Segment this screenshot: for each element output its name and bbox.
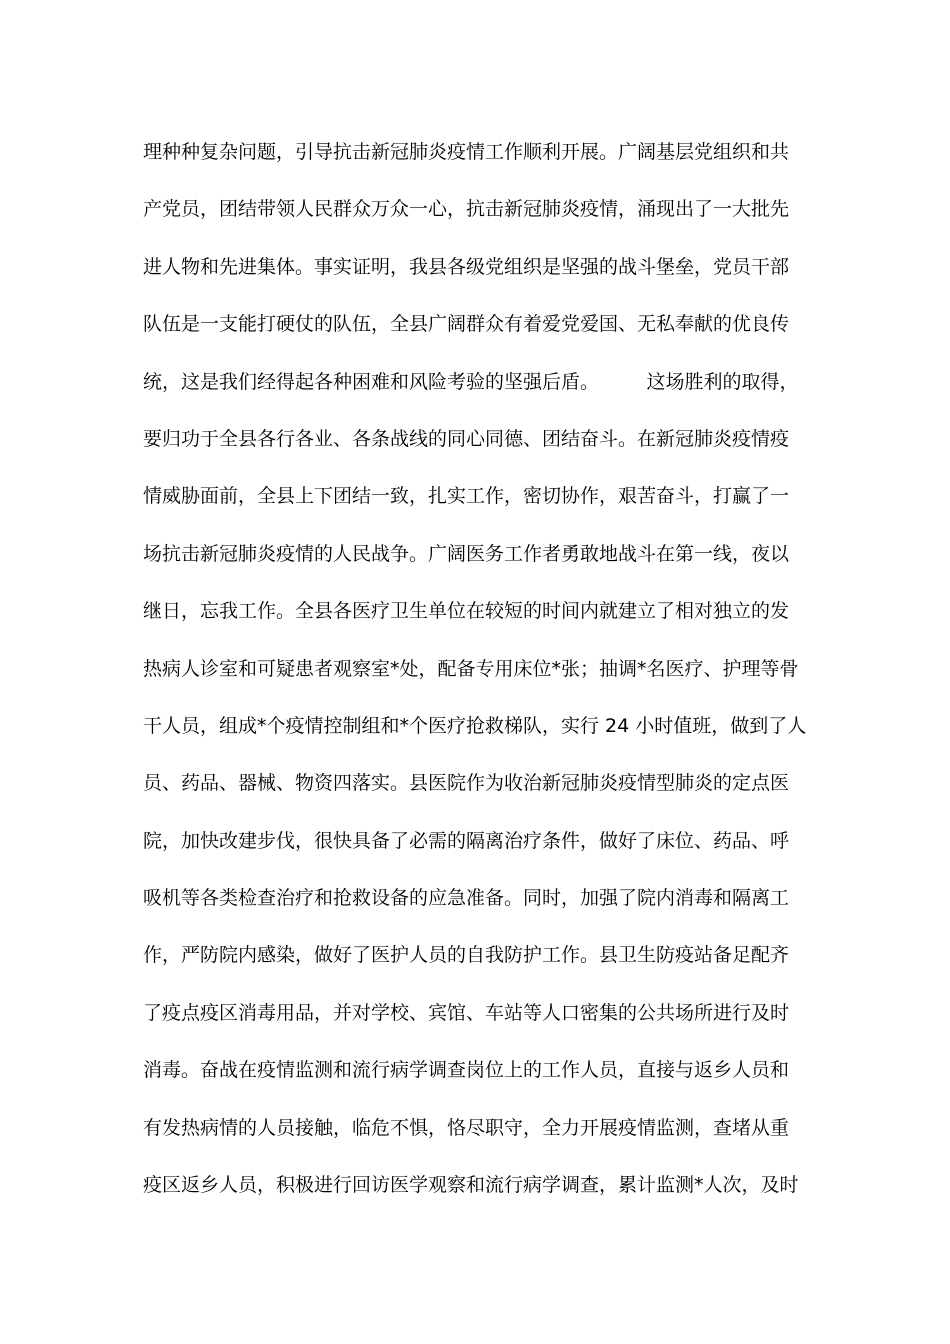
text-line: 队伍是一支能打硬仗的队伍，全县广阔群众有着爱党爱国、无私奉献的优良传 — [143, 313, 790, 336]
body-paragraph — [143, 124, 813, 1214]
text-line: 继日，忘我工作。全县各医疗卫生单位在较短的时间内就建立了相对独立的发 — [143, 600, 790, 623]
text-line: 作，严防院内感染，做好了医护人员的自我防护工作。县卫生防疫站备足配齐 — [143, 944, 790, 967]
text-line: 产党员，团结带领人民群众万众一心，抗击新冠肺炎疫情，涌现出了一大批先 — [143, 198, 790, 221]
text-line: 院，加快改建步伐，很快具备了必需的隔离治疗条件，做好了床位、药品、呼 — [143, 829, 790, 852]
text-line: 吸机等各类检查治疗和抢救设备的应急准备。同时，加强了院内消毒和隔离工 — [143, 887, 790, 910]
text-line: 统，这是我们经得起各种困难和风险考验的坚强后盾。 这场胜利的取得， — [143, 370, 799, 393]
text-line: 了疫点疫区消毒用品，并对学校、宾馆、车站等人口密集的公共场所进行及时 — [143, 1001, 790, 1024]
text-line: 进人物和先进集体。事实证明，我县各级党组织是坚强的战斗堡垒，党员干部 — [143, 255, 790, 278]
text-line: 要归功于全县各行各业、各条战线的同心同德、团结奋斗。在新冠肺炎疫情疫 — [143, 427, 790, 450]
text-line: 干人员，组成*个疫情控制组和*个医疗抢救梯队，实行 24 小时值班，做到了人 — [143, 714, 807, 737]
text-line: 消毒。奋战在疫情监测和流行病学调查岗位上的工作人员，直接与返乡人员和 — [143, 1059, 790, 1082]
text-line: 有发热病情的人员接触，临危不惧，恪尽职守，全力开展疫情监测，查堵从重 — [143, 1116, 790, 1139]
text-line: 员、药品、器械、物资四落实。县医院作为收治新冠肺炎疫情型肺炎的定点医 — [143, 772, 790, 795]
text-line: 情威胁面前，全县上下团结一致，扎实工作，密切协作，艰苦奋斗，打赢了一 — [143, 485, 790, 508]
text-line: 疫区返乡人员，积极进行回访医学观察和流行病学调查，累计监测*人次，及时 — [143, 1174, 799, 1197]
text-line: 理种种复杂问题，引导抗击新冠肺炎疫情工作顺利开展。广阔基层党组织和共 — [143, 141, 790, 163]
text-line: 热病人诊室和可疑患者观察室*处，配备专用床位*张；抽调*名医疗、护理等骨 — [143, 657, 799, 680]
text-line: 场抗击新冠肺炎疫情的人民战争。广阔医务工作者勇敢地战斗在第一线，夜以 — [143, 542, 790, 565]
